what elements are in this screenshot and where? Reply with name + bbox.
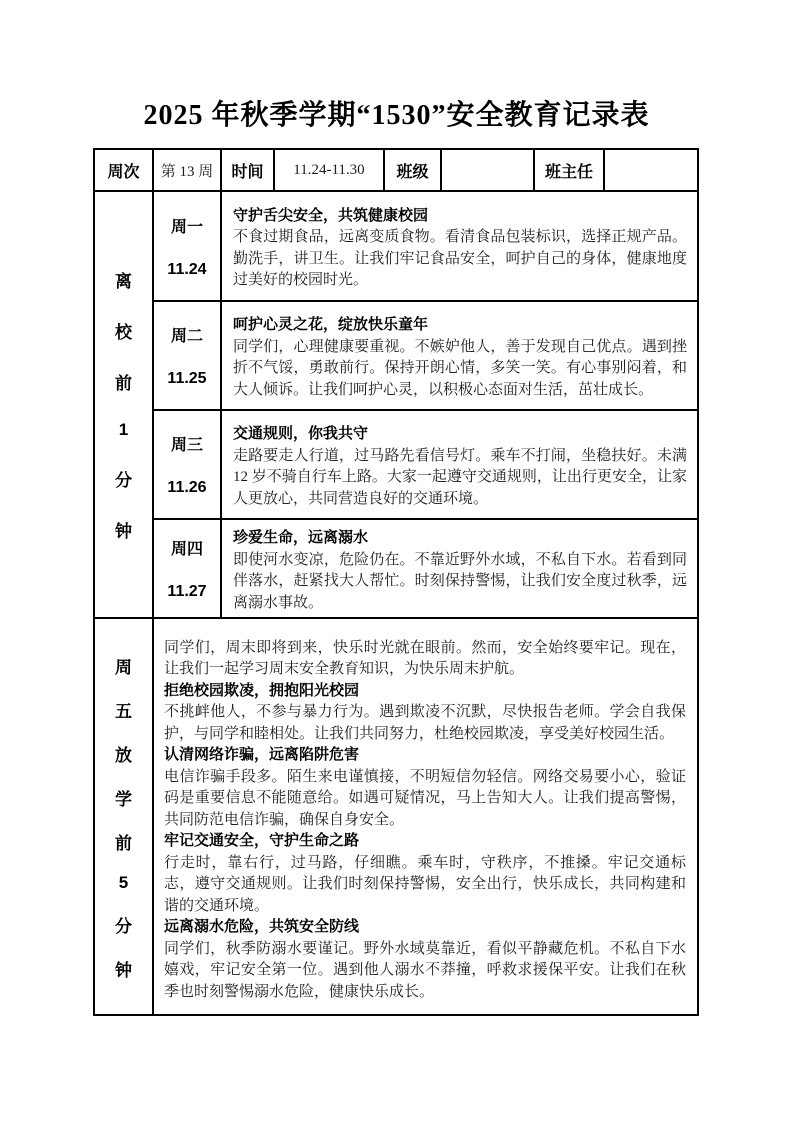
friday-content-cell <box>153 618 698 1015</box>
friday-topic-body-drowning: 同学们，秋季防溺水要谨记。野外水域莫靠近，看似平静藏危机。不私自下水嬉戏，牢记安全第一位。遇到他人溺水不莽撞，呼救求援保平安。让我们在秋季也时刻警惕溺水危险，健康快乐成长。 <box>164 940 686 1000</box>
friday-side-label <box>94 618 153 1015</box>
friday-intro: 同学们，周末即将到来，快乐时光就在眼前。然而，安全始终要牢记。现在，让我们一起学习周末安全教育知识，为快乐周末护航。 <box>164 639 686 678</box>
safety-record-table <box>93 148 699 1016</box>
day-cell-tuesday <box>153 301 221 410</box>
teacher-value-cell[interactable] <box>604 149 698 191</box>
topic-title: 珍爱生命，远离溺水 <box>233 530 369 546</box>
class-value-cell[interactable] <box>441 149 534 191</box>
page-title: 2025 年秋季学期“1530”安全教育记录表 <box>143 100 650 131</box>
topic-body: 不食过期食品，远离变质食物。看清食品包装标识，选择正规产品。勤洗手，讲卫生。让我们牢记食品安全，呵护自己的身体，健康地度过美好的校园时光。 <box>233 229 687 288</box>
info-row <box>94 149 698 191</box>
day-label: 周二 <box>170 328 203 345</box>
day-cell-monday <box>153 191 221 301</box>
class-label: 班级 <box>384 149 441 191</box>
topic-body: 同学们，心理健康要重视。不嫉妒他人，善于发现自己优点。遇到挫折不气馁，勇敢前行。保持开朗心情，多笑一笑。有心事别闷着，和大人倾诉。让我们呵护心灵，以积极心态面对生活，茁壮成长。 <box>233 338 687 398</box>
day-date: 11.25 <box>167 370 207 387</box>
day-cell-wednesday <box>153 410 221 519</box>
content-cell-thursday <box>221 519 698 618</box>
daily-side-label <box>94 191 153 618</box>
table-row-tuesday <box>94 301 698 410</box>
table-row-monday <box>94 191 698 301</box>
friday-topic-body-traffic: 行走时，靠右行，过马路，仔细瞧。乘车时，守秩序，不推搡。牢记交通标志，遵守交通规则。让我们时刻保持警惕，安全出行，快乐成长，共同构建和谐的交通环境。 <box>164 854 686 914</box>
week-label: 周次 <box>94 149 153 191</box>
table-row-thursday <box>94 519 698 618</box>
content-cell-monday <box>221 191 698 301</box>
day-date: 11.24 <box>167 260 207 278</box>
day-date: 11.26 <box>167 479 207 496</box>
day-label: 周一 <box>170 218 203 236</box>
topic-title: 守护舌尖安全，共筑健康校园 <box>233 207 429 224</box>
topic-title: 呵护心灵之花，绽放快乐童年 <box>233 317 429 333</box>
teacher-label: 班主任 <box>534 149 604 191</box>
day-label: 周四 <box>170 541 203 558</box>
friday-topic-title-fraud: 认清网络诈骗，远离陷阱危害 <box>164 747 360 764</box>
friday-topic-body-bullying: 不挑衅他人，不参与暴力行为。遇到欺凌不沉默，尽快报告老师。学会自我保护，与同学和睦相处。让我们共同努力，杜绝校园欺凌，享受美好校园生活。 <box>164 704 686 742</box>
friday-topic-title-drowning: 远离溺水危险，共筑安全防线 <box>164 919 360 936</box>
week-value: 第 13 周 <box>153 149 221 191</box>
topic-body: 走路要走人行道，过马路先看信号灯。乘车不打闹，坐稳扶好。未满 12 岁不骑自行车上路。大家一起遵守交通规则，让出行更安全，让家人更放心，共同营造良好的交通环境。 <box>233 447 687 507</box>
time-value: 11.24-11.30 <box>274 149 384 191</box>
day-cell-thursday <box>153 519 221 618</box>
day-label: 周三 <box>170 437 203 454</box>
friday-topic-body-fraud: 电信诈骗手段多。陌生来电谨慎接，不明短信勿轻信。网络交易要小心，验证码是重要信息不能随意给。如遇可疑情况，马上告知大人。让我们提高警惕，共同防范电信诈骗，确保自身安全。 <box>164 768 686 828</box>
friday-topic-title-traffic: 牢记交通安全，守护生命之路 <box>164 833 360 850</box>
table-row-wednesday <box>94 410 698 519</box>
content-cell-wednesday <box>221 410 698 519</box>
table-row-friday <box>94 618 698 1015</box>
day-date: 11.27 <box>167 583 207 600</box>
friday-topic-title-bullying: 拒绝校园欺凌，拥抱阳光校园 <box>164 682 360 699</box>
topic-title: 交通规则，你我共守 <box>233 426 369 442</box>
time-label: 时间 <box>221 149 274 191</box>
friday-side-label-text: 周 五 放 学 前 5 分 钟 <box>115 657 132 980</box>
content-cell-tuesday <box>221 301 698 410</box>
topic-body: 即使河水变凉，危险仍在。不靠近野外水域，不私自下水。若看到同伴落水，赶紧找大人帮忙。时刻保持警惕，让我们安全度过秋季，远离溺水事故。 <box>233 551 687 611</box>
daily-side-label-text: 离 校 前 1 分 钟 <box>115 272 132 541</box>
